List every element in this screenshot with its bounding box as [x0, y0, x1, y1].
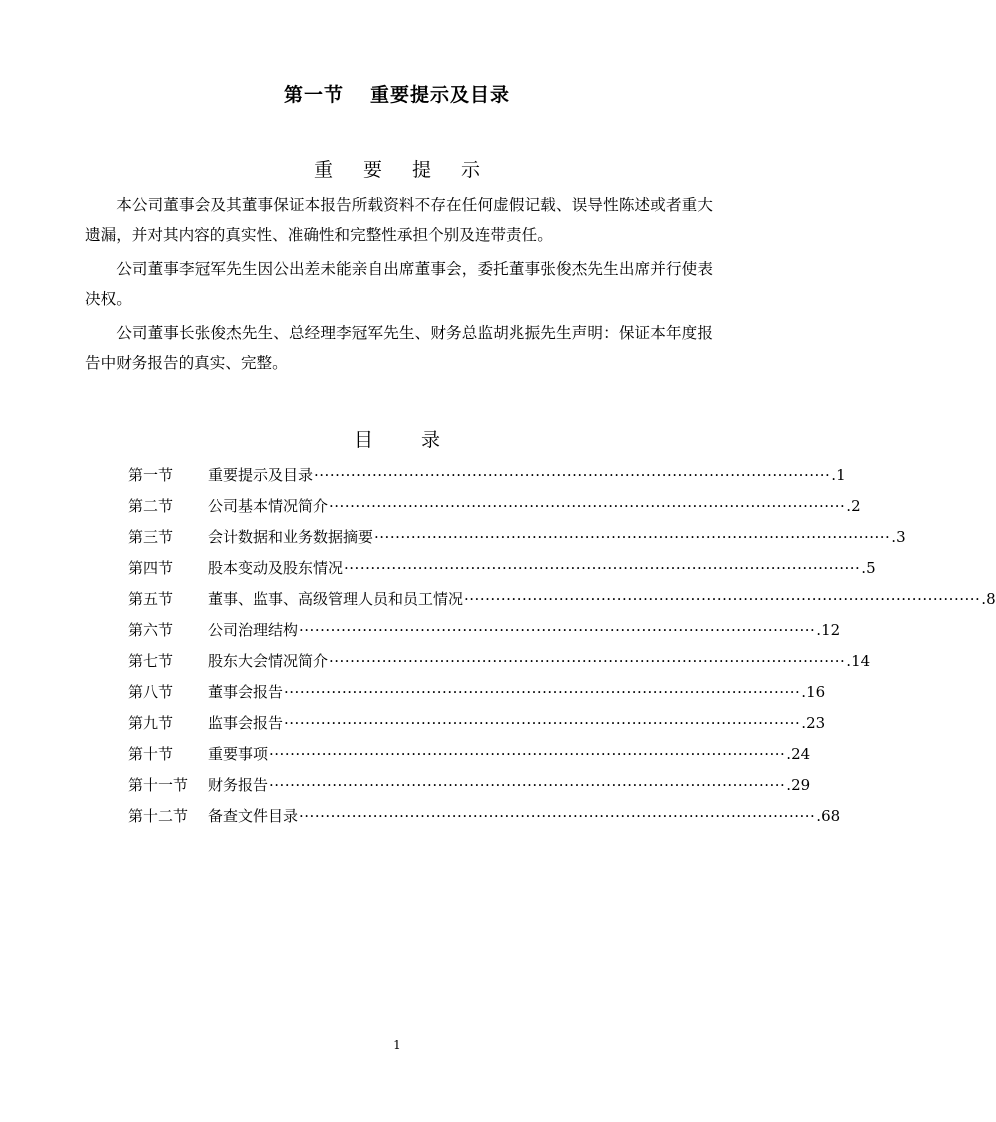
- section-heading: [0, 80, 794, 107]
- toc-entry[interactable]: [128, 708, 826, 739]
- toc-entry[interactable]: [128, 553, 876, 584]
- toc-leader-dots: ··································································································: [329, 652, 846, 670]
- toc-entry-section: 第八节: [128, 683, 174, 701]
- section-title: 重要提示及目录: [370, 84, 511, 106]
- toc-leader-dots: ··································································································: [344, 559, 861, 577]
- notice-paragraph: 公司董事李冠军先生因公出差未能亲自出席董事会，委托董事张俊杰先生出席并行使表决权。: [85, 260, 713, 308]
- toc-entry[interactable]: [128, 677, 826, 708]
- toc-entry-title: 会计数据和业务数据摘要: [208, 528, 374, 546]
- toc-entry-page: .68: [816, 807, 841, 825]
- page-number: 1: [393, 1038, 401, 1052]
- toc-entry-section: 第十一节: [128, 776, 189, 794]
- toc-leader-dots: ··································································································: [269, 745, 786, 763]
- toc-entry-title: 重要事项: [208, 745, 269, 763]
- notice-paragraph: 公司董事长张俊杰先生、总经理李冠军先生、财务总监胡兆振先生声明：保证本年度报告中财务报告的真实、完整。: [85, 324, 713, 372]
- toc-title-right: 录: [421, 429, 441, 451]
- toc-entry-title: 财务报告: [208, 776, 269, 794]
- toc-entry-title: 公司治理结构: [208, 621, 299, 639]
- toc-entry-section: 第九节: [128, 714, 174, 732]
- toc-entry[interactable]: [128, 801, 841, 832]
- toc-entry-title: 董事、监事、高级管理人员和员工情况: [208, 590, 464, 608]
- toc-entry[interactable]: [128, 646, 871, 677]
- toc-entry-page: .14: [846, 652, 871, 670]
- toc-entry-page: .12: [816, 621, 841, 639]
- toc-entry-page: .24: [786, 745, 811, 763]
- toc-entry[interactable]: [128, 739, 811, 770]
- toc-entry-section: 第十二节: [128, 807, 189, 825]
- toc-leader-dots: ··································································································: [284, 714, 801, 732]
- notice-body: [85, 190, 713, 382]
- notice-title: 重 要 提 示: [313, 159, 493, 181]
- toc-title: [0, 425, 794, 452]
- table-of-contents: [128, 460, 996, 832]
- toc-title-left: 目: [353, 429, 373, 451]
- toc-entry-section: 第五节: [128, 590, 174, 608]
- toc-leader-dots: ··································································································: [284, 683, 801, 701]
- toc-entry-page: .2: [846, 497, 861, 515]
- toc-entry[interactable]: [128, 770, 811, 801]
- toc-entry-page: .29: [786, 776, 811, 794]
- toc-entry-section: 第七节: [128, 652, 174, 670]
- toc-entry[interactable]: [128, 491, 861, 522]
- toc-entry-page: .23: [801, 714, 826, 732]
- notice-paragraph: 本公司董事会及其董事保证本报告所载资料不存在任何虚假记载、误导性陈述或者重大遗漏，并对其内容的真实性、准确性和完整性承担个别及连带责任。: [85, 196, 713, 244]
- toc-entry-page: .1: [831, 466, 846, 484]
- toc-entry-section: 第四节: [128, 559, 174, 577]
- toc-entry-section: 第一节: [128, 466, 174, 484]
- toc-leader-dots: ··································································································: [329, 497, 846, 515]
- toc-leader-dots: ··································································································: [299, 621, 816, 639]
- toc-entry-title: 备查文件目录: [208, 807, 299, 825]
- toc-entry[interactable]: [128, 460, 846, 491]
- toc-leader-dots: ··································································································: [464, 590, 981, 608]
- toc-entry-page: .16: [801, 683, 826, 701]
- toc-entry-title: 监事会报告: [208, 714, 284, 732]
- section-number: 第一节: [283, 84, 344, 106]
- toc-entry-title: 公司基本情况简介: [208, 497, 329, 515]
- toc-entry-page: .5: [861, 559, 876, 577]
- toc-entry-title: 股东大会情况简介: [208, 652, 329, 670]
- toc-entry-title: 股本变动及股东情况: [208, 559, 344, 577]
- toc-entry-section: 第二节: [128, 497, 174, 515]
- toc-entry[interactable]: [128, 615, 841, 646]
- toc-entry-section: 第十节: [128, 745, 174, 763]
- toc-leader-dots: ··································································································: [299, 807, 816, 825]
- toc-entry-page: .3: [891, 528, 906, 546]
- toc-leader-dots: ··································································································: [314, 466, 831, 484]
- toc-entry-title: 重要提示及目录: [208, 466, 314, 484]
- toc-leader-dots: ··································································································: [374, 528, 891, 546]
- toc-entry[interactable]: [128, 584, 996, 615]
- toc-entry-page: .8: [981, 590, 996, 608]
- toc-entry-title: 董事会报告: [208, 683, 284, 701]
- toc-leader-dots: ··································································································: [269, 776, 786, 794]
- toc-entry-section: 第六节: [128, 621, 174, 639]
- toc-entry[interactable]: [128, 522, 906, 553]
- toc-entry-section: 第三节: [128, 528, 174, 546]
